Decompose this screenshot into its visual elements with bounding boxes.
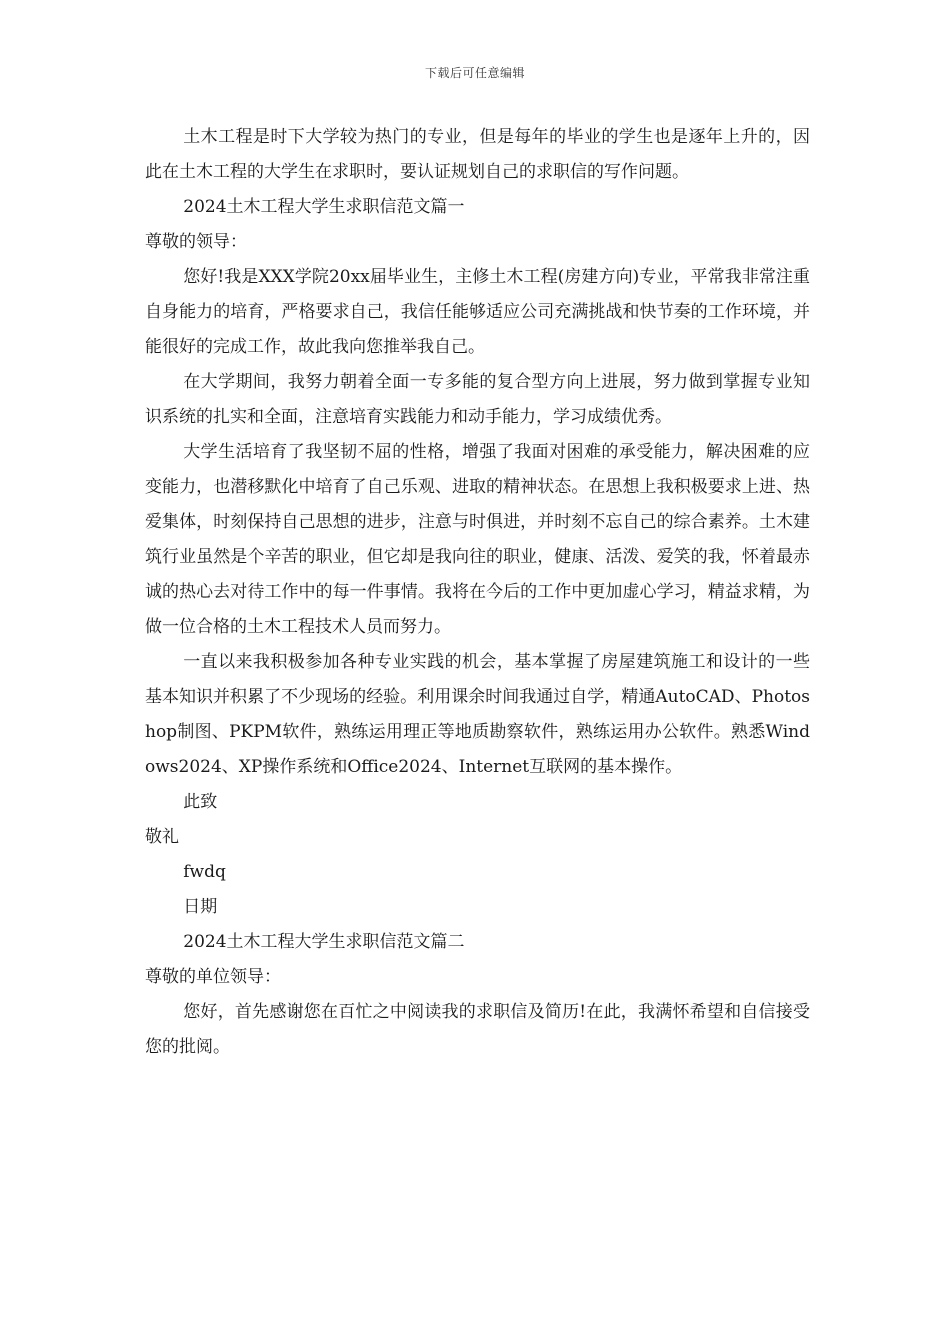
- body-paragraph: 您好，首先感谢您在百忙之中阅读我的求职信及简历!在此，我满怀希望和自信接受您的批阅。: [145, 1002, 810, 1057]
- body-paragraph: 您好!我是XXX学院20xx届毕业生，主修土木工程(房建方向)专业，平常我非常注重自身能力的培育，严格要求自己，我信任能够适应公司充满挑战和快节奏的工作环境，并能很好的完成工作，故此我向您推举我自己。: [145, 267, 810, 357]
- date-line: 日期: [183, 897, 218, 917]
- page-header: 下载后可任意编辑: [424, 66, 525, 80]
- body-paragraph: 在大学期间，我努力朝着全面一专多能的复合型方向上进展，努力做到掌握专业知识系统的扎实和全面，注意培育实践能力和动手能力，学习成绩优秀。: [145, 372, 810, 427]
- body-paragraph: 大学生活培育了我坚韧不屈的性格，增强了我面对困难的承受能力，解决困难的应变能力，也潜移默化中培育了自己乐观、进取的精神状态。在思想上我积极要求上进、热爱集体，时刻保持自己思想的进步，注意与时俱进，并时刻不忘自己的综合素养。土木建筑行业虽然是个辛苦的职业，但它却是我向往的职业，健康、活泼、爱笑的我，怀着最赤诚的热心去对待工作中的每一件事情。我将在今后的工作中更加虚心学习，精益求精，为做一位合格的土木工程技术人员而努力。: [145, 442, 810, 637]
- salutation-two: 尊敬的单位领导：: [145, 967, 281, 987]
- closing-phrase: 此致: [183, 792, 218, 812]
- body-paragraph: 一直以来我积极参加各种专业实践的机会，基本掌握了房屋建筑施工和设计的一些基本知识并积累了不少现场的经验。利用课余时间我通过自学，精通AutoCAD、Photoshop制图、PKPM软件，熟练运用理正等地质勘察软件，熟练运用办公软件。熟悉Windows2024、XP操作系统和Office2024、Internet互联网的基本操作。: [145, 652, 810, 777]
- intro-paragraph: 土木工程是时下大学较为热门的专业，但是每年的毕业的学生也是逐年上升的，因此在土木工程的大学生在求职时，要认证规划自己的求职信的写作问题。: [145, 127, 810, 182]
- document-body: [145, 120, 810, 1065]
- signature: fwdq: [183, 862, 226, 882]
- section-title-two: 2024土木工程大学生求职信范文篇二: [183, 932, 465, 952]
- salutation-one: 尊敬的领导：: [145, 232, 247, 252]
- section-title-one: 2024土木工程大学生求职信范文篇一: [183, 197, 465, 217]
- closing-regards: 敬礼: [145, 827, 179, 847]
